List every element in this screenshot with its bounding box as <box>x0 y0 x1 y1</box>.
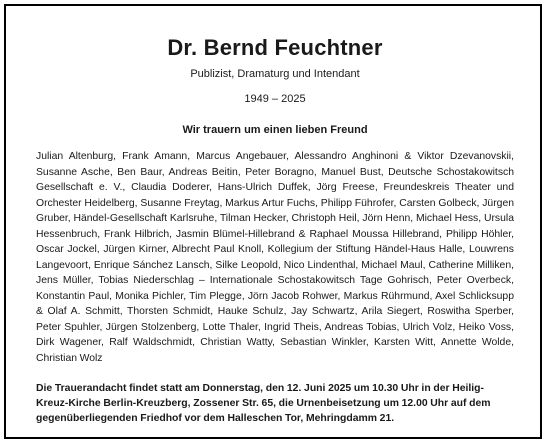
deceased-name: Dr. Bernd Feuchtner <box>167 35 383 60</box>
mourning-heading: Wir trauern um einen lieben Freund <box>182 124 368 136</box>
deceased-roles: Publizist, Dramaturg und Intendant <box>190 68 360 80</box>
service-details: Die Trauerandacht findet statt am Donnerstag, den 12. Juni 2025 um 10.30 Uhr in der Heilig-Kreuz-Kirche Berlin-Kreuzberg, Zossener Str. 65, die Urnenbeisetzung um 12.00 Uhr auf dem gegenüberliegenden Friedhof vor dem Halleschen Tor, Mehringdamm 21. <box>36 383 491 424</box>
life-years: 1949 – 2025 <box>244 93 306 105</box>
mourners-list: Julian Altenburg, Frank Amann, Marcus Angebauer, Alessandro Anghinoni & Viktor Dzevanovskii, Susanne Asche, Ben Baur, Andreas Beitin, Peter Boragno, Manuel Bust, Deutsche Schostakowitsch Gesellschaft e. V., Claudia Doderer, Hans-Ulrich Duffek, Jörg Freese, Freundeskreis Theater und Orchester Heidelberg, Susanne Freytag, Markus Artur Fuchs, Philipp Führofer, Carsten Golbeck, Jürgen Gruber, Händel-Gesellschaft Karlsruhe, Tilman Hecker, Christoph Heil, Jörn Henn, Michael Hess, Ursula Hessenbruch, Frank Hilbrich, Jasmin Blümel-Hillebrand & Raphael Moussa Hillebrand, Philipp Höhler, Oscar Jockel, Jürgen Kirner, Albrecht Paul Knoll, Kollegium der Stiftung Händel-Haus Halle, Louwrens Langevoort, Enrique Sánchez Lansch, Silke Leopold, Nico Lindenthal, Michael Maul, Catherine Milliken, Jens Müller, Tobias Niederschlag – Internationale Schostakowitsch Tage Gohrisch, Peter Overbeck, Konstantin Paul, Monika Pichler, Tim Plegge, Jörn Jacob Rohwer, Markus Rührmund, Axel Schlicksupp & Olaf A. Schmitt, Thorsten Schmidt, Hauke Schulz, Jay Schwartz, Arila Siegert, Roswitha Sperber, Peter Spuhler, Jürgen Stolzenberg, Lotte Thaler, Ingrid Theis, Andreas Tobias, Ulrich Volz, Heiko Voss, Dirk Wagener, Ralf Waldschmidt, Christian Watty, Sebastian Winkler, Karsten Witt, Annette Wolde, Christian Wolz <box>36 151 514 364</box>
